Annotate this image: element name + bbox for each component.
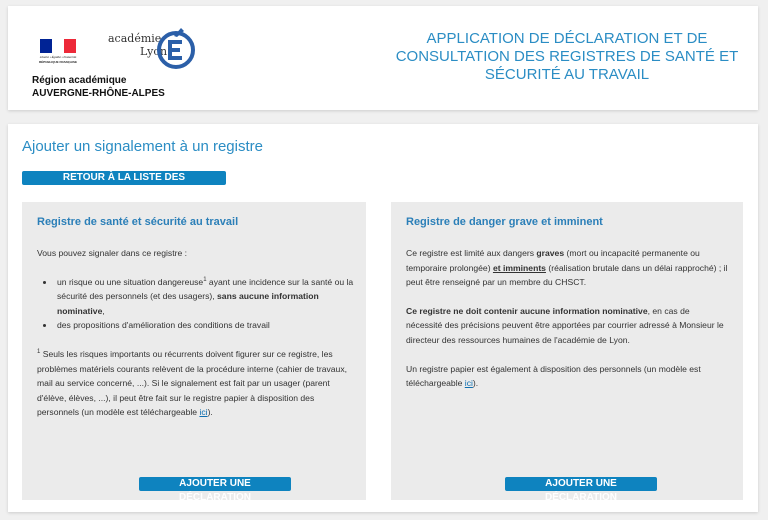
sante-securite-intro: Vous pouvez signaler dans ce registre : <box>37 248 188 258</box>
app-title: APPLICATION DE DÉCLARATION ET DE CONSULTATION DES REGISTRES DE SANTÉ ET SÉCURITÉ AU TRAVAIL <box>395 30 739 83</box>
academie-e-logo-icon <box>154 24 196 70</box>
page-title: Ajouter un signalement à un registre <box>22 138 263 155</box>
sante-securite-footnote <box>37 347 355 420</box>
sante-securite-card <box>22 202 366 500</box>
footnote-text: Seuls les risques importants ou récurrents doivent figurer sur ce registre, les problèmes matériels courants relèvent de la procédure interne (cahier de travaux, mail au service concerné, ...). Si le signalement est fait par un usager (parent d'élève, élèves, ...), il peut être fait sur le registre papier à disposition des personnels (un modèle est téléchargeable <box>37 348 348 418</box>
main-panel <box>8 124 758 512</box>
region-academique <box>32 74 165 100</box>
danger-grave-paragraph <box>406 246 728 290</box>
danger-grave-paragraph <box>406 362 728 391</box>
footnote-text-end: ). <box>207 407 213 418</box>
footnote-marker: 1 <box>203 276 207 283</box>
lyon-label: Lyon <box>140 45 168 58</box>
flag-motto: Liberté • Égalité • Fraternité <box>39 55 77 59</box>
flag-red-stripe <box>64 39 76 53</box>
paragraph-text: (réalisation brutale dans un délai rapproché) ; il peut être renseigné par un membre du CHSCT. <box>406 262 728 288</box>
danger-grave-title: Registre de danger grave et imminent <box>406 216 603 228</box>
paragraph-bold-text: et imminents <box>492 262 546 273</box>
back-to-list-button[interactable]: RETOUR À LA LISTE DES DÉCLARATIONS <box>22 171 226 185</box>
academie-label: académie <box>108 32 162 45</box>
paragraph-text: Un registre papier est également à disposition des personnels (un modèle est téléchargeable <box>406 363 701 389</box>
republique-francaise-logo <box>36 39 80 67</box>
add-declaration-sante-button[interactable]: AJOUTER UNE DÉCLARATION <box>139 477 291 491</box>
danger-grave-card <box>391 202 743 500</box>
flag-republique-label: RÉPUBLIQUE FRANÇAISE <box>38 60 77 64</box>
flag-blue-stripe <box>40 39 52 53</box>
flag-white-stripe <box>52 39 64 53</box>
paragraph-bold-text: Ce registre ne doit contenir aucune information nominative <box>406 305 648 316</box>
add-declaration-danger-button[interactable]: AJOUTER UNE DÉCLARATION <box>505 477 657 491</box>
paragraph-text: (mort ou incapacité permanente ou temporaire prolongée) <box>406 248 700 273</box>
sante-securite-body <box>37 246 355 434</box>
list-item-bold-text: sans aucune information nominative <box>57 291 319 316</box>
list-item-text: un risque ou une situation dangereuse <box>57 276 204 287</box>
danger-grave-body <box>406 246 728 405</box>
paragraph-bold-text: graves <box>536 248 565 258</box>
paragraph-text: , en cas de nécessité des précisions peuvent être apportées par courrier adressé à Monsieur le directeur des ressources humaines de l'académie de Lyon. <box>406 305 724 345</box>
danger-grave-paragraph <box>406 304 728 348</box>
footnote-marker: 1 <box>37 349 41 356</box>
site-header <box>8 6 758 110</box>
download-model-link[interactable]: ici <box>464 378 473 389</box>
region-label: Région académique <box>32 75 127 86</box>
download-model-link[interactable]: ici <box>199 407 208 418</box>
list-item-text: ayant une incidence sur la santé ou la sécurité des personnels (et des usagers), <box>57 276 354 302</box>
list-item: • des propositions d'amélioration des conditions de travail <box>55 318 355 333</box>
list-item <box>55 275 355 319</box>
sante-securite-list <box>55 275 355 333</box>
region-name: AUVERGNE-RHÔNE-ALPES <box>32 88 165 99</box>
list-item-text: , <box>102 305 105 316</box>
paragraph-text: ). <box>472 378 479 389</box>
sante-securite-title: Registre de santé et sécurité au travail <box>37 216 239 228</box>
paragraph-text: Ce registre est limité aux dangers <box>406 248 537 258</box>
